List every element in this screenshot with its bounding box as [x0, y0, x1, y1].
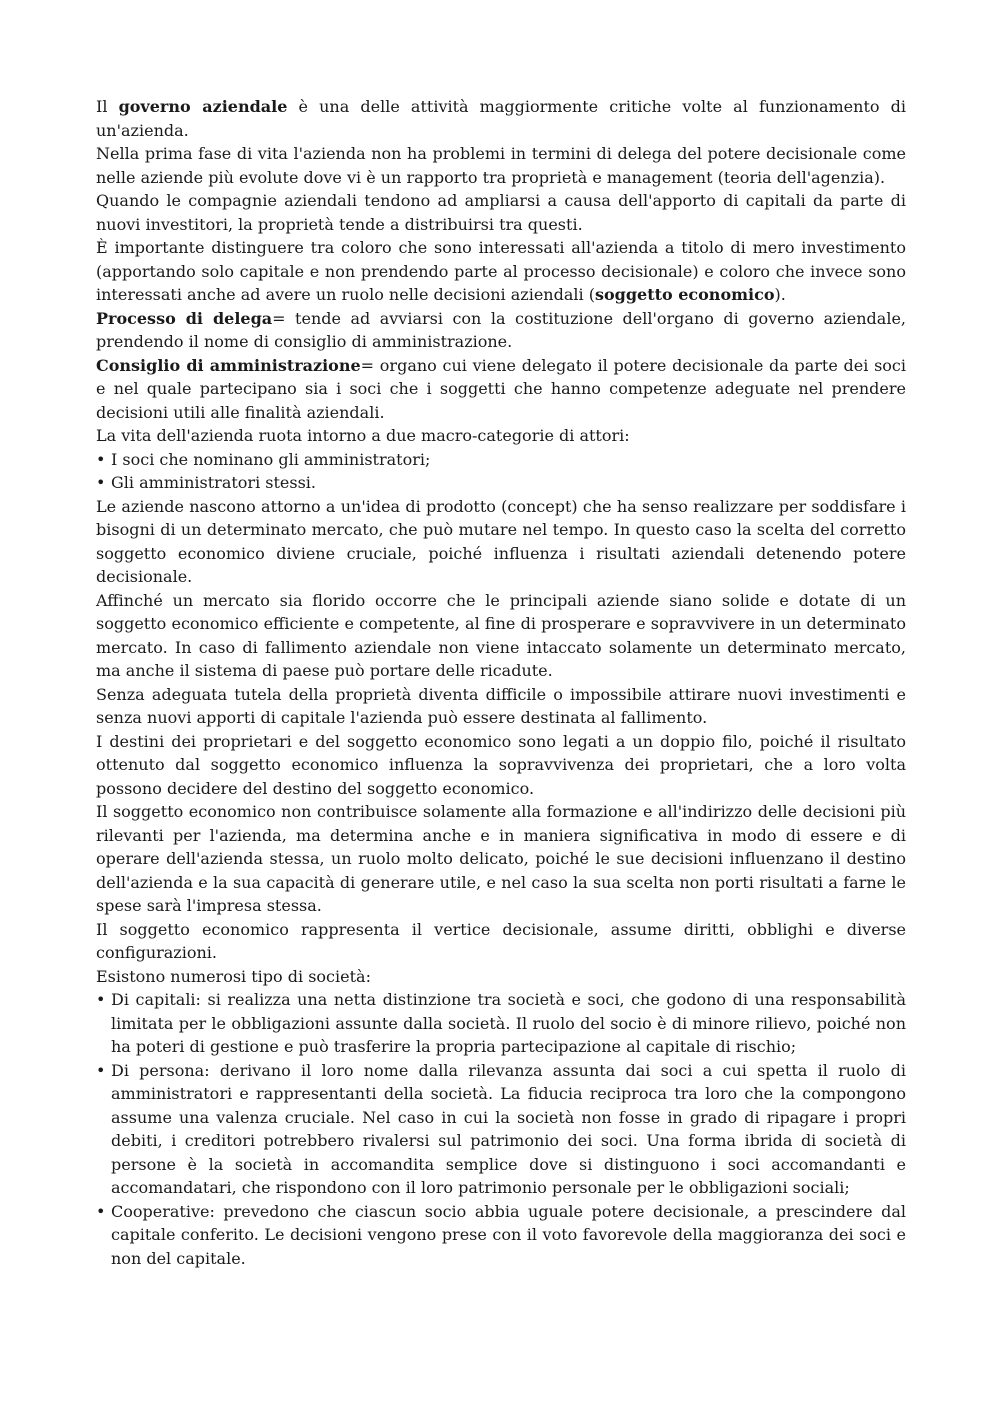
- paragraph-distinguere: È importante distinguere tra coloro che sono interessati all'azienda a titolo di mero investimento (apportando solo capitale e non prendendo parte al processo decisionale) e coloro che invece sono interessati anche ad avere un ruolo nelle decisioni aziendali (soggetto economico).: [96, 238, 906, 304]
- paragraph-ruolo: Il soggetto economico non contribuisce solamente alla formazione e all'indirizzo delle decisioni più rilevanti per l'azienda, ma determina anche e in maniera significativa in modo di essere e di operare dell'azienda stessa, un ruolo molto delicato, poiché le sue decisioni influenzano il destino dell'azienda e la sua capacità di generare utile, e nel caso la sua scelta non porti risultati a farne le spese sarà l'impresa stessa.: [96, 802, 906, 915]
- list-item: • Di capitali: si realizza una netta distinzione tra società e soci, che godono di una responsabilità limitata per le obbligazioni assunte dalla società. Il ruolo del socio è di minore rilievo, poiché non ha poteri di gestione e può trasferire la propria partecipazione al capitale di rischio;: [96, 988, 906, 1059]
- paragraph-governo-aziendale: Il governo aziendale è una delle attività maggiormente critiche volte al funzionamento di un'azienda.: [96, 97, 906, 140]
- paragraph-mercato: Affinché un mercato sia florido occorre che le principali aziende siano solide e dotate di un soggetto economico efficiente e competente, al fine di prosperare e sopravvivere in un determinato mercato. In caso di fallimento aziendale non viene intaccato solamente un determinato mercato, ma anche il sistema di paese può portare delle ricadute.: [96, 590, 906, 680]
- list-item: • Gli amministratori stessi.: [96, 471, 906, 495]
- paragraph-vertice: Il soggetto economico rappresenta il vertice decisionale, assume diritti, obblighi e diverse configurazioni.: [96, 919, 906, 962]
- list-item: • Cooperative: prevedono che ciascun socio abbia uguale potere decisionale, a prescindere dal capitale conferito. Le decisioni vengono prese con il voto favorevole della maggioranza dei soci e non del capitale.: [96, 1200, 906, 1271]
- paragraph-compagnie: Quando le compagnie aziendali tendono ad ampliarsi a causa dell'apporto di capitali da parte di nuovi investitori, la proprietà tende a distribuirsi tra questi.: [96, 191, 906, 234]
- list-item: • Di persona: derivano il loro nome dalla rilevanza assunta dai soci a cui spetta il ruolo di amministratori e rappresentanti della società. La fiducia reciproca tra loro che la compongono assume una valenza cruciale. Nel caso in cui la società non fosse in grado di ripagare i propri debiti, i creditori potrebbero rivalersi sul patrimonio dei soci. Una forma ibrida di società di persone è la società in accomandita semplice dove si distinguono i soci accomandanti e accomandatari, che rispondono con il loro patrimonio personale per le obbligazioni sociali;: [96, 1059, 906, 1200]
- list-item: • I soci che nominano gli amministratori;: [96, 448, 906, 472]
- term-soggetto-economico: soggetto economico: [594, 285, 775, 304]
- company-types-list: [96, 988, 906, 1270]
- paragraph-processo-delega: Processo di delega= tende ad avviarsi con la costituzione dell'organo di governo aziendale, prendendo il nome di consiglio di amministrazione.: [96, 308, 906, 351]
- paragraph-vita-azienda: La vita dell'azienda ruota intorno a due macro-categorie di attori:: [96, 426, 630, 445]
- paragraph-tipi-societa: Esistono numerosi tipo di società:: [96, 966, 371, 986]
- term-consiglio: Consiglio di amministrazione: [96, 355, 361, 375]
- actors-list: [96, 448, 906, 495]
- paragraph-consiglio: Consiglio di amministrazione= organo cui viene delegato il potere decisionale da parte dei soci e nel quale partecipano sia i soci che i soggetti che hanno competenze adeguate nel prendere decisioni utili alle finalità aziendali.: [96, 355, 907, 422]
- document-page: [96, 95, 906, 1270]
- term-governo-aziendale: governo aziendale: [118, 97, 288, 116]
- paragraph-prima-fase: Nella prima fase di vita l'azienda non ha problemi in termini di delega del potere decisionale come nelle aziende più evolute dove vi è un rapporto tra proprietà e management (teoria dell'agenzia).: [96, 144, 906, 187]
- term-processo-delega: Processo di delega: [96, 308, 273, 328]
- paragraph-tutela: Senza adeguata tutela della proprietà diventa difficile o impossibile attirare nuovi investimenti e senza nuovi apporti di capitale l'azienda può essere destinata al fallimento.: [96, 684, 906, 727]
- paragraph-concept: Le aziende nascono attorno a un'idea di prodotto (concept) che ha senso realizzare per soddisfare i bisogni di un determinato mercato, che può mutare nel tempo. In questo caso la scelta del corretto soggetto economico diviene cruciale, poiché influenza i risultati aziendali detenendo potere decisionale.: [96, 496, 906, 586]
- paragraph-destini: I destini dei proprietari e del soggetto economico sono legati a un doppio filo, poiché il risultato ottenuto dal soggetto economico influenza la sopravvivenza dei proprietari, che a loro volta possono decidere del destino del soggetto economico.: [96, 731, 906, 798]
